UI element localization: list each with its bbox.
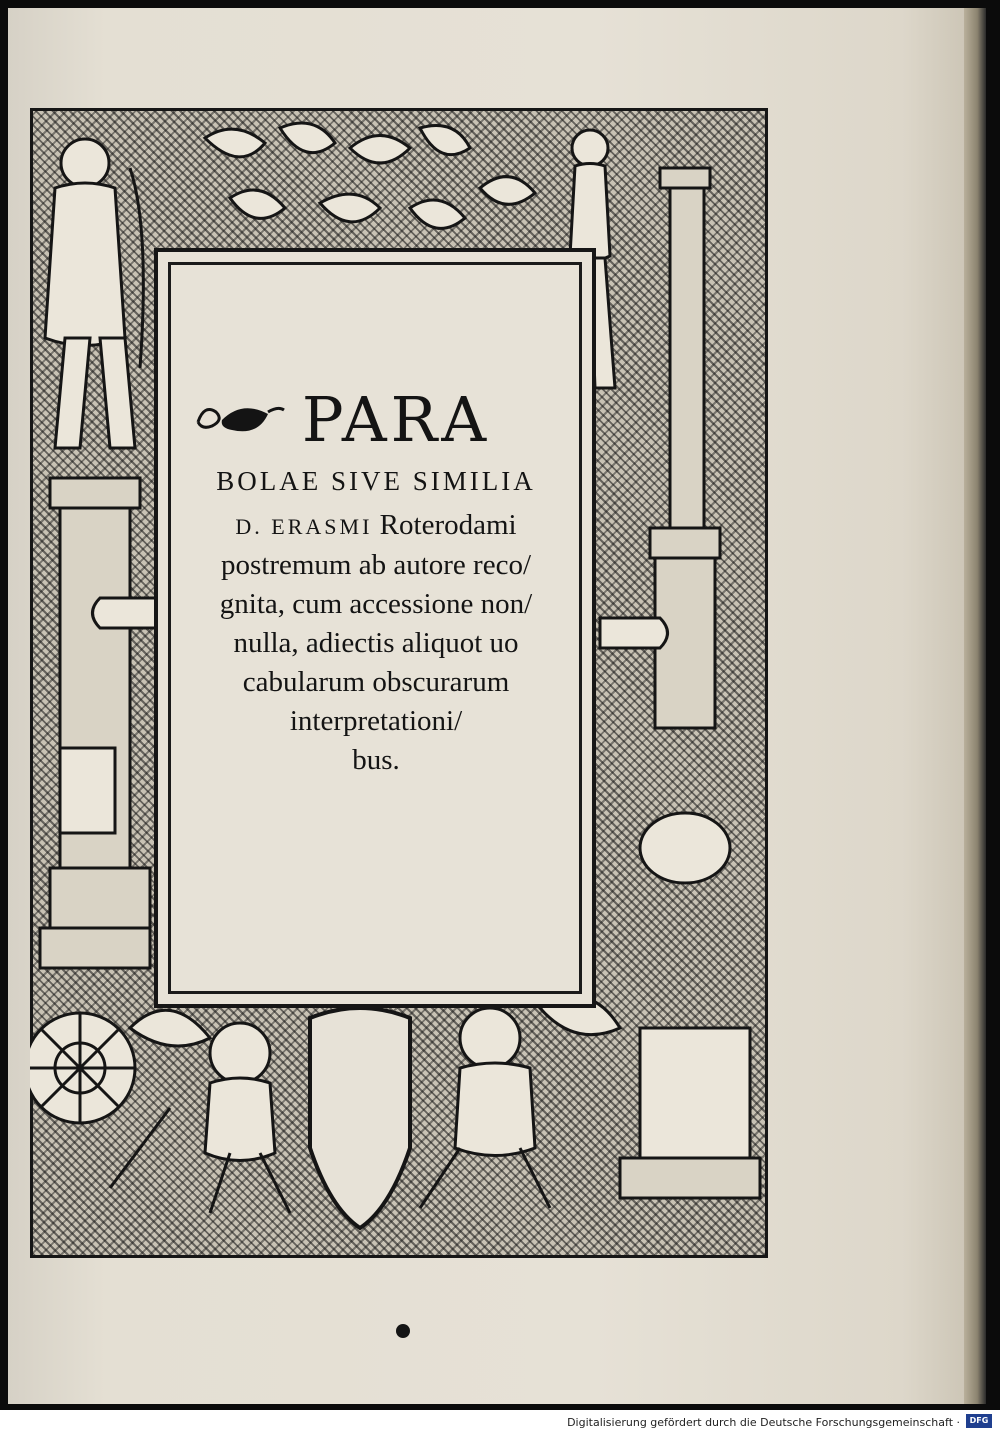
title-line-7: cabularum obscurarum	[242, 666, 510, 698]
author-epithet: Roterodami	[372, 509, 517, 541]
title-line-5: gnita, cum accessione non/	[219, 588, 533, 620]
digitization-footer	[0, 1410, 1000, 1433]
title-line-8: interpretationi/	[289, 705, 463, 737]
dfg-logo-icon: DFG	[966, 1414, 992, 1428]
title-line-4: postremum ab autore reco/	[220, 549, 532, 581]
page-edge	[964, 8, 986, 1404]
title-line-6: nulla, adiectis aliquot uo	[233, 627, 519, 659]
title-line-3	[176, 506, 576, 546]
title-line-2: BOLAE SIVE SIMILIA	[216, 466, 536, 496]
footer-credit: Digitalisierung gefördert durch die Deutsche Forschungsgemeinschaft ·	[567, 1416, 960, 1429]
title-text	[176, 384, 576, 780]
title-line-9: bus.	[352, 744, 400, 776]
ink-dot	[396, 1324, 410, 1338]
title-line-1: PARA	[301, 383, 491, 456]
author-name: D. ERASMI	[235, 514, 373, 539]
